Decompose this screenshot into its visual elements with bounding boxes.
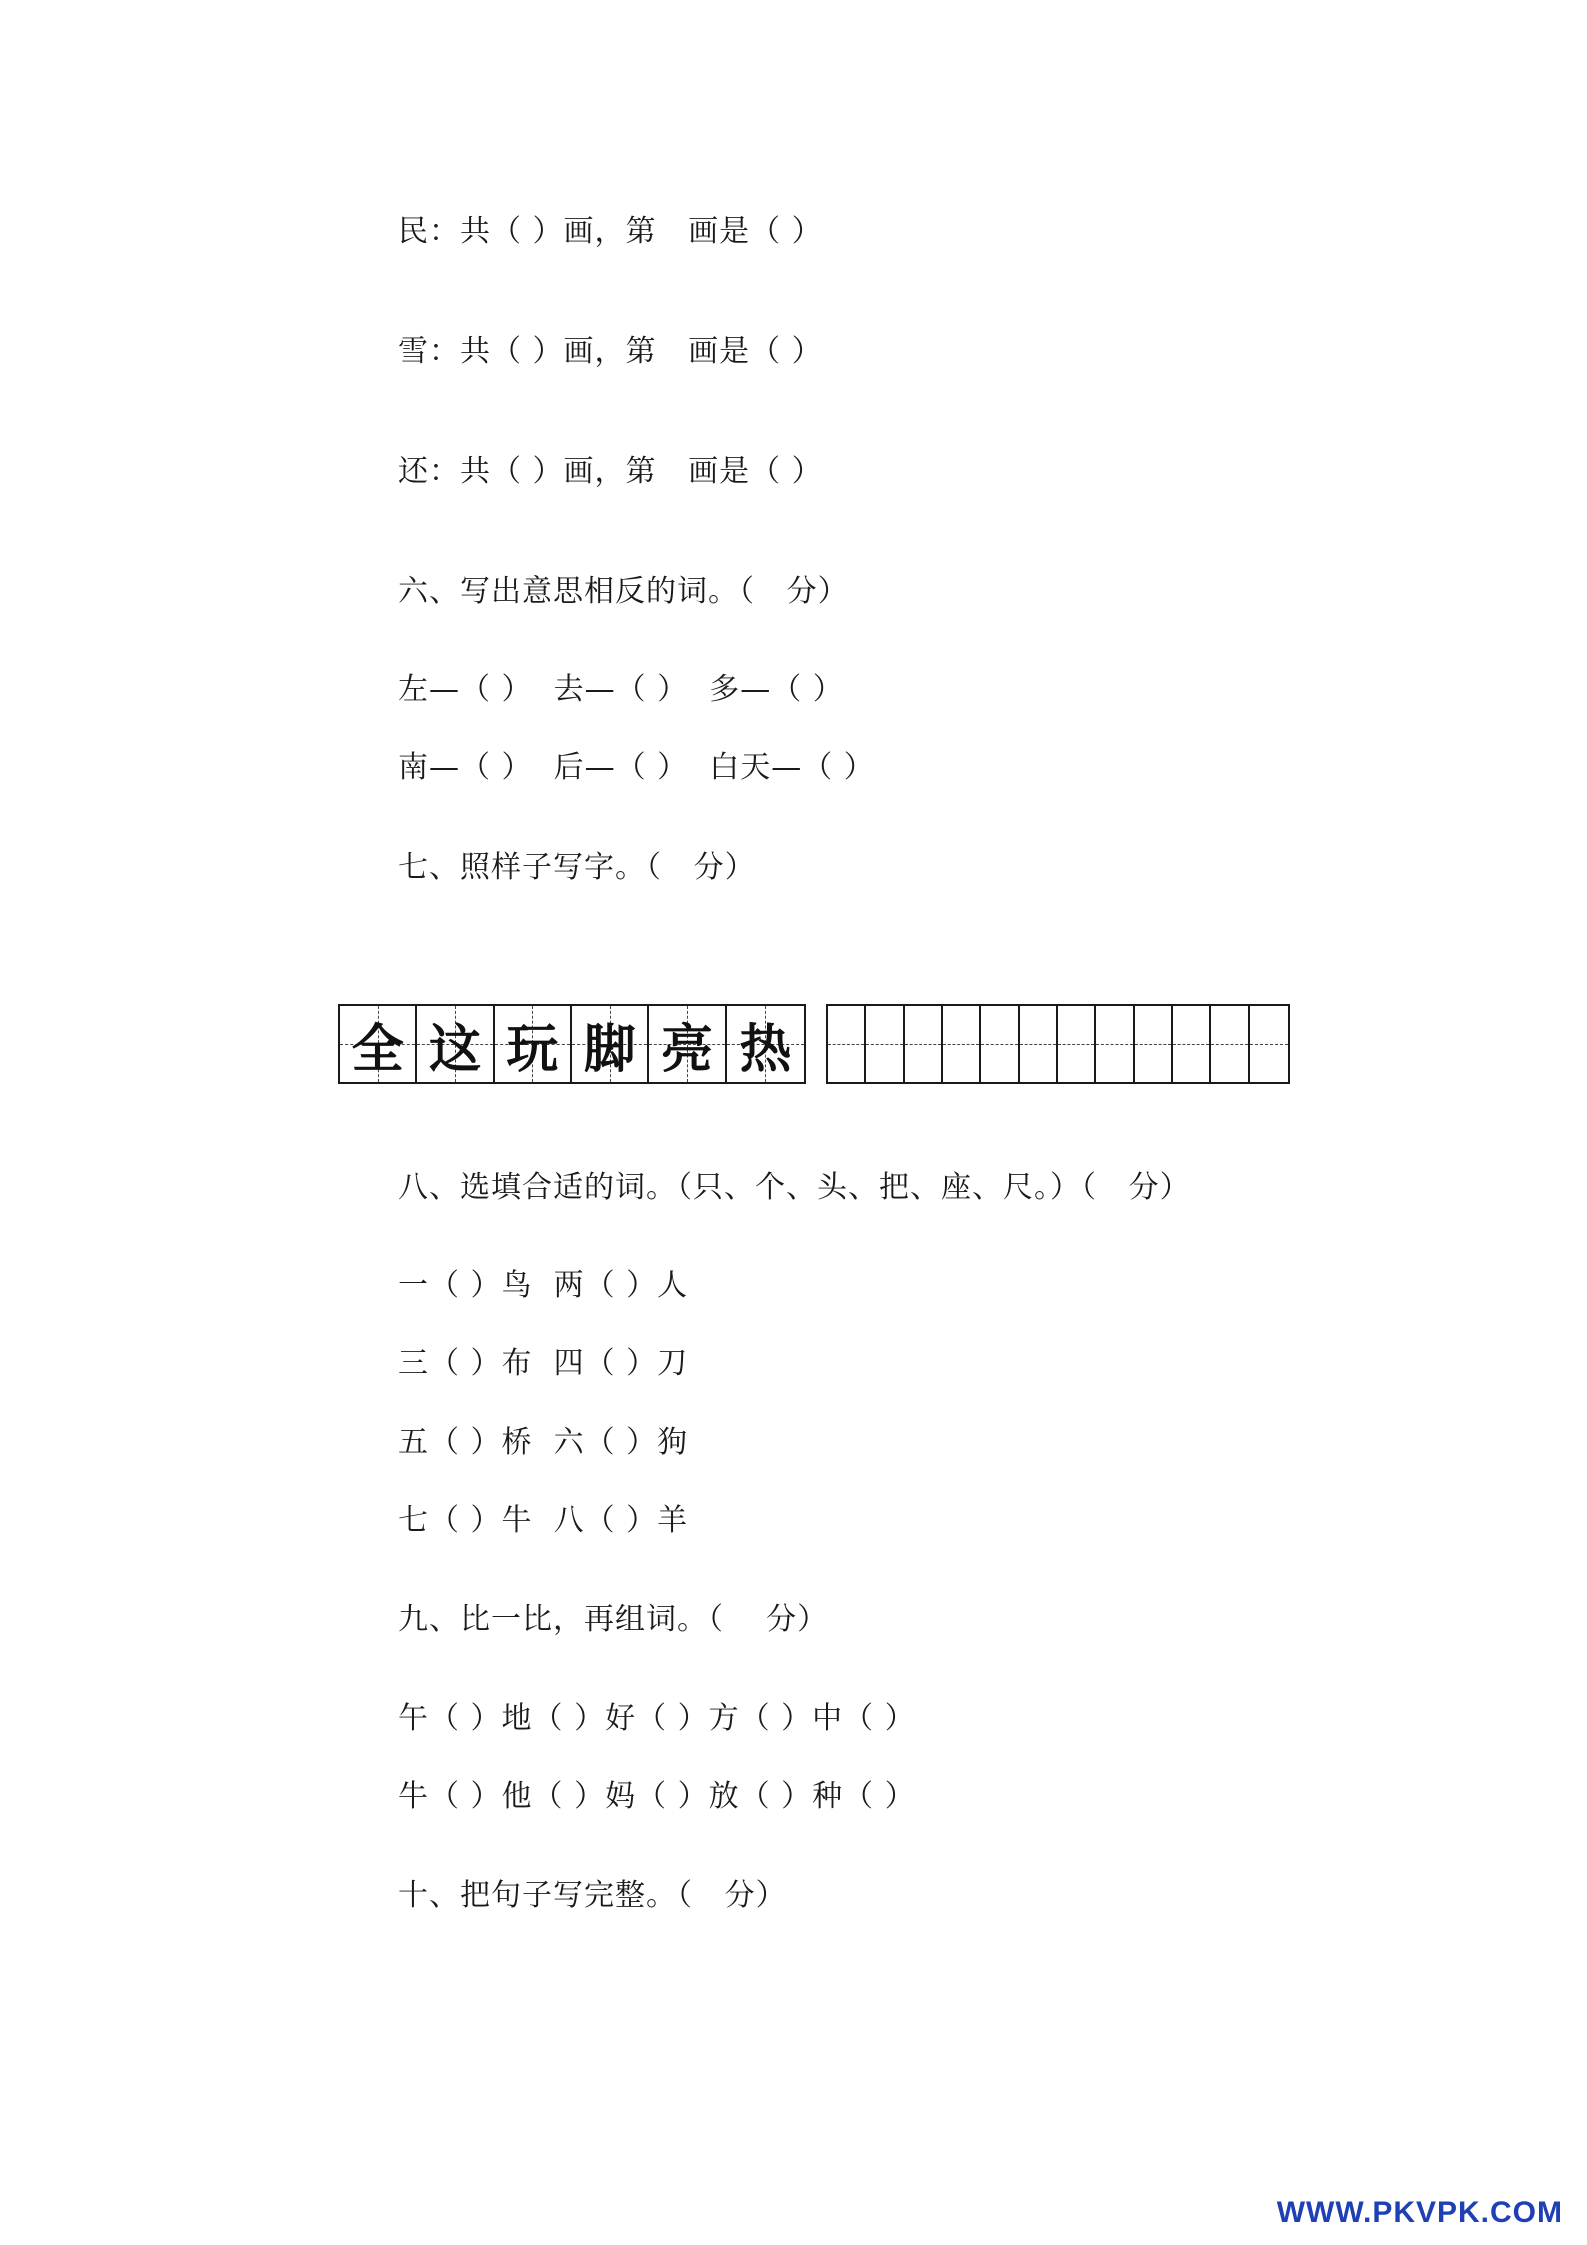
sample-cell bbox=[572, 1006, 649, 1082]
practice-cell[interactable] bbox=[1250, 1006, 1288, 1082]
sample-cell bbox=[340, 1006, 417, 1082]
practice-char-grid[interactable] bbox=[826, 1004, 1290, 1084]
section6-title: 六、写出意思相反的词。（ 分） bbox=[398, 574, 849, 609]
stroke-question-min: 民：共（ ）画，第 画是（ ） bbox=[398, 214, 823, 249]
section9-title: 九、比一比，再组词。（ 分） bbox=[398, 1602, 829, 1637]
section8-row-2: 三（ ）布 四（ ）刀 bbox=[398, 1346, 689, 1381]
practice-cell[interactable] bbox=[981, 1006, 1019, 1082]
practice-cell[interactable] bbox=[1096, 1006, 1134, 1082]
stroke-question-xue: 雪：共（ ）画，第 画是（ ） bbox=[398, 334, 823, 369]
section8-title: 八、选填合适的词。（只、个、头、把、座、尺。）（ 分） bbox=[398, 1170, 1191, 1205]
sample-cell bbox=[727, 1006, 804, 1082]
sample-cell bbox=[417, 1006, 494, 1082]
practice-cell[interactable] bbox=[1211, 1006, 1249, 1082]
sample-char: 这 bbox=[429, 1019, 482, 1080]
section10-title: 十、把句子写完整。（ 分） bbox=[398, 1878, 787, 1913]
practice-cell[interactable] bbox=[1135, 1006, 1173, 1082]
practice-cell[interactable] bbox=[1020, 1006, 1058, 1082]
sample-char: 全 bbox=[351, 1019, 404, 1080]
section8-row-1: 一（ ）鸟 两（ ）人 bbox=[398, 1268, 689, 1303]
stroke-question-huan: 还：共（ ）画，第 画是（ ） bbox=[398, 454, 823, 489]
practice-cell[interactable] bbox=[866, 1006, 904, 1082]
practice-cell[interactable] bbox=[905, 1006, 943, 1082]
practice-cell[interactable] bbox=[943, 1006, 981, 1082]
site-watermark: WWW.PKVPK.COM bbox=[1276, 2196, 1563, 2229]
sample-cell bbox=[649, 1006, 726, 1082]
sample-char-grid bbox=[338, 1004, 806, 1084]
sample-char: 热 bbox=[739, 1019, 792, 1080]
sample-cell bbox=[495, 1006, 572, 1082]
section6-row-2: 南—（ ） 后—（ ） 白天—（ ） bbox=[398, 750, 875, 785]
section9-row-1: 午（ ）地（ ）好（ ）方（ ）中（ ） bbox=[398, 1701, 916, 1736]
section9-row-2: 牛（ ）他（ ）妈（ ）放（ ）种（ ） bbox=[398, 1779, 916, 1814]
sample-char: 玩 bbox=[506, 1019, 559, 1080]
section6-row-1: 左—（ ） 去—（ ） 多—（ ） bbox=[398, 672, 844, 707]
sample-char: 亮 bbox=[661, 1019, 714, 1080]
practice-cell[interactable] bbox=[1058, 1006, 1096, 1082]
section7-title: 七、照样子写字。（ 分） bbox=[398, 850, 756, 885]
sample-char: 脚 bbox=[583, 1019, 636, 1080]
section8-row-3: 五（ ）桥 六（ ）狗 bbox=[398, 1425, 689, 1460]
practice-cell[interactable] bbox=[1173, 1006, 1211, 1082]
section8-row-4: 七（ ）牛 八（ ）羊 bbox=[398, 1503, 689, 1538]
practice-cell[interactable] bbox=[828, 1006, 866, 1082]
